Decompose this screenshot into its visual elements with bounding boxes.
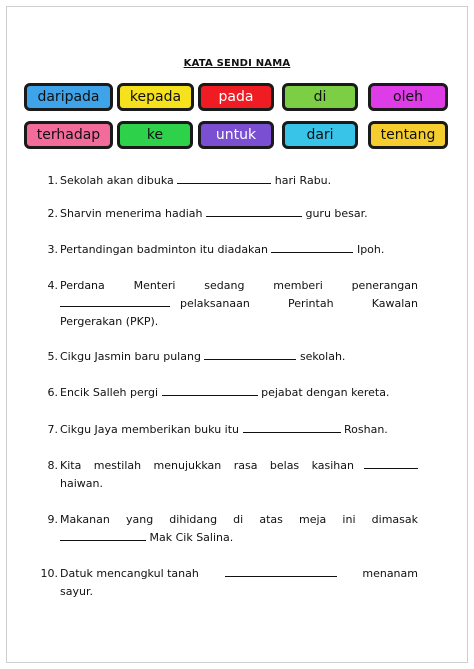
answer-blank[interactable] (271, 241, 353, 253)
answer-blank[interactable] (162, 384, 258, 396)
question-number: 2. (47, 207, 58, 220)
question-text: Sekolah akan dibuka (60, 174, 174, 187)
answer-blank[interactable] (243, 421, 341, 433)
answer-blank[interactable] (364, 457, 418, 469)
word-chip-di[interactable]: di (282, 83, 358, 111)
question-text: Roshan. (344, 423, 388, 436)
question-text: Pertandingan badminton itu diadakan (60, 243, 268, 256)
word-chip-untuk[interactable]: untuk (198, 121, 274, 149)
question-text: guru besar. (305, 207, 368, 220)
question-text: menanam (362, 567, 418, 580)
question-text: Makanan yang dihidang di atas meja ini dimasak (60, 513, 418, 526)
question-number: 8. (47, 459, 58, 472)
word-chip-tentang[interactable]: tentang (368, 121, 448, 149)
question-text: Datuk mencangkul tanah (60, 567, 199, 580)
question-text: pelaksanaan Perintah Kawalan (180, 297, 418, 310)
question-number: 9. (47, 513, 58, 526)
question-number: 5. (47, 350, 58, 363)
word-chip-kepada[interactable]: kepada (117, 83, 194, 111)
word-chip-ke[interactable]: ke (117, 121, 193, 149)
question-text: haiwan. (60, 477, 103, 490)
answer-blank[interactable] (206, 205, 302, 217)
question-text: Kita mestilah menujukkan rasa belas kasihan (60, 459, 354, 472)
word-chip-pada[interactable]: pada (198, 83, 274, 111)
question-text: Sharvin menerima hadiah (60, 207, 203, 220)
question-text: sekolah. (299, 350, 346, 363)
question-number: 4. (47, 279, 58, 292)
answer-blank[interactable] (225, 565, 337, 577)
question-number: 6. (47, 386, 58, 399)
word-chip-terhadap[interactable]: terhadap (24, 121, 113, 149)
question-text: pejabat dengan kereta. (261, 386, 390, 399)
question-text: sayur. (60, 585, 93, 598)
question-text: Ipoh. (356, 243, 385, 256)
question-text: Perdana Menteri sedang memberi penerangan (60, 279, 418, 292)
question-text: Encik Salleh pergi (60, 386, 159, 399)
question-text: Cikgu Jasmin baru pulang (60, 350, 201, 363)
question-text: hari Rabu. (274, 174, 332, 187)
question-text: Cikgu Jaya memberikan buku itu (60, 423, 239, 436)
answer-blank[interactable] (204, 348, 296, 360)
word-chip-dari[interactable]: dari (282, 121, 358, 149)
word-chip-daripada[interactable]: daripada (24, 83, 113, 111)
word-chip-oleh[interactable]: oleh (368, 83, 448, 111)
question-number: 7. (47, 423, 58, 436)
question-text: Mak Cik Salina. (149, 531, 234, 544)
question-text: Pergerakan (PKP). (60, 315, 159, 328)
question-number: 1. (47, 174, 58, 187)
answer-blank[interactable] (60, 529, 146, 541)
question-number: 3. (47, 243, 58, 256)
question-number: 10. (40, 567, 58, 580)
worksheet-title: KATA SENDI NAMA (183, 58, 291, 69)
answer-blank[interactable] (177, 172, 271, 184)
answer-blank[interactable] (60, 295, 170, 307)
